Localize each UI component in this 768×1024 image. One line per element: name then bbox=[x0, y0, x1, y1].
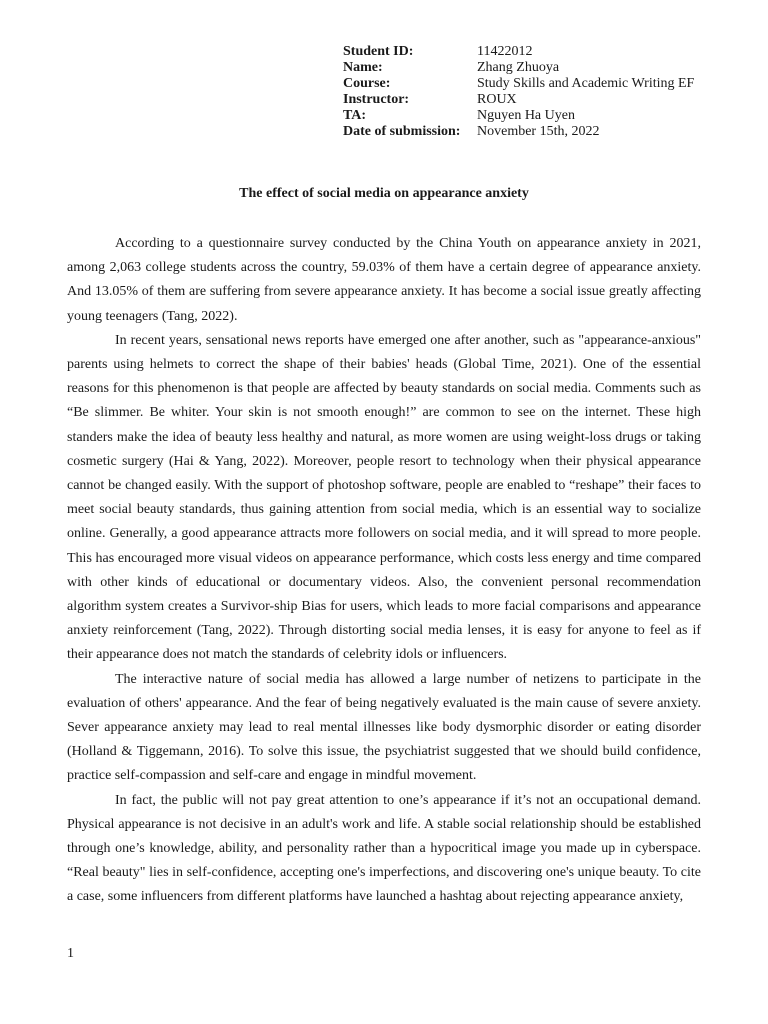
header-label: Instructor: bbox=[343, 92, 410, 107]
header-label: Date of submission: bbox=[343, 124, 461, 139]
header-label: Course: bbox=[343, 76, 391, 91]
essay-body bbox=[67, 232, 701, 910]
header-value: 11422012 bbox=[477, 44, 533, 59]
header-value: Study Skills and Academic Writing EF bbox=[477, 76, 695, 91]
header-row-student-id bbox=[343, 44, 694, 60]
paragraph: In recent years, sensational news reports have emerged one after another, such as "appearance-anxious" parents using helmets to correct the shape of their babies' heads (Global Time, 2021). One of the essential reasons for this phenomenon is that people are affected by beauty standards on social media. Comments such as “Be slimmer. Be whiter. Your skin is not smooth enough!” are common to see on the internet. These high standers make the idea of beauty less healthy and natural, as more women are using weight-loss drugs or taking cosmetic surgery (Hai & Yang, 2022). Moreover, people resort to technology when their physical appearance cannot be changed easily. With the support of photoshop software, people are enabled to “reshape” their faces to meet social beauty standards, thus gaining attention from social media, which is an essential way to socialize online. Generally, a good appearance attracts more followers on social media, and it will spread to more people. This has encouraged more visual videos on appearance performance, which costs less energy and time compared with other kinds of educational or documentary videos. Also, the convenient personal recommendation algorithm system creates a Survivor-ship Bias for users, which leads to more facial comparisons and appearance anxiety reinforcement (Tang, 2022). Through distorting social media lenses, it is easy for anyone to feel as if their appearance does not match the standards of celebrity idols or influencers. bbox=[67, 332, 701, 663]
paragraph: According to a questionnaire survey conducted by the China Youth on appearance anxiety in 2021, among 2,063 college students across the country, 59.03% of them have a certain degree of appearance anxiety. And 13.05% of them are suffering from severe appearance anxiety. It has become a social issue greatly affecting young teenagers (Tang, 2022). bbox=[67, 236, 701, 324]
header-row-course bbox=[343, 76, 694, 92]
header-row-ta bbox=[343, 108, 694, 124]
paragraph: The interactive nature of social media has allowed a large number of netizens to participate in the evaluation of others' appearance. And the fear of being negatively evaluated is the main cause of severe anxiety. Sever appearance anxiety may lead to real mental illnesses like body dysmorphic disorder or eating disorder (Holland & Tiggemann, 2016). To solve this issue, the psychiatrist suggested that we should build confidence, practice self-compassion and self-care and engage in mindful movement. bbox=[67, 671, 701, 784]
header-label: Student ID: bbox=[343, 44, 414, 59]
header-row-instructor bbox=[343, 92, 694, 108]
header-row-date bbox=[343, 124, 694, 140]
header-value: Nguyen Ha Uyen bbox=[477, 108, 575, 123]
student-info-header bbox=[343, 44, 694, 140]
header-value: ROUX bbox=[477, 92, 517, 107]
paragraph: In fact, the public will not pay great attention to one’s appearance if it’s not an occupational demand. Physical appearance is not decisive in an adult's work and life. A stable social relationship should be established through one’s knowledge, ability, and personality rather than a hypocritical image you made up in cyberspace. “Real beauty" lies in self-confidence, accepting one's imperfections, and discovering one's unique beauty. To cite a case, some influencers from different platforms have launched a hashtag about rejecting appearance anxiety, bbox=[67, 792, 701, 905]
essay-title: The effect of social media on appearance anxiety bbox=[239, 186, 529, 201]
header-label: TA: bbox=[343, 108, 367, 123]
header-value: Zhang Zhuoya bbox=[477, 60, 560, 75]
header-row-name bbox=[343, 60, 694, 76]
header-label: Name: bbox=[343, 60, 383, 75]
page-number: 1 bbox=[67, 946, 74, 961]
header-value: November 15th, 2022 bbox=[477, 124, 600, 139]
